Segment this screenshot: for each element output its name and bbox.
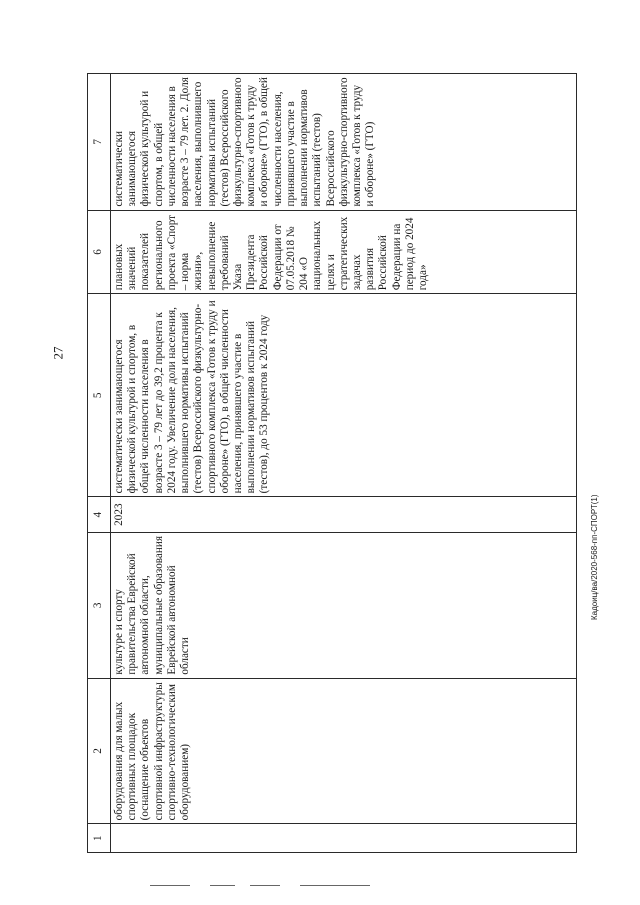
header-col-7: 7 <box>88 74 111 211</box>
table-row <box>111 74 577 853</box>
header-col-6: 6 <box>88 210 111 294</box>
header-col-2: 2 <box>88 678 111 824</box>
cell-col-1 <box>111 824 577 853</box>
header-col-4: 4 <box>88 497 111 533</box>
cell-col-2: оборудования для малых спортивных площадок (оснащение объектов спортивной инфраструктуры спортивно-технологическим оборудованием) <box>111 678 577 824</box>
program-table <box>87 73 577 853</box>
page-number: 27 <box>50 346 66 360</box>
table-header-row <box>88 74 111 853</box>
cell-col-7: систематически занимающегося физической культурой и спортом, в общей численности населения в возрасте 3 – 79 лет. 2. Доля населения, выполнившего нормативы испытаний (тестов) Всероссийского физкультурно-спортивного комплекса «Готов к труду и обороне» (ГТО), в общей численности населения, принявшего участие в выполнении нормативов испытаний (тестов) Всероссийского физкультурно-спортивного комплекса «Готов к труду и обороне» (ГТО) <box>111 74 577 211</box>
header-col-1: 1 <box>88 824 111 853</box>
header-col-5: 5 <box>88 294 111 497</box>
document-code: Кадоиц/ва/2020-568-пп-СПОРТ(1) <box>590 494 599 620</box>
cell-col-6: плановых значений показателей регионального проекта «Спорт – норма жизни», невыполнение требований Указа Президента Российской Федерации от 07.05.2018 № 204 «О национальных целях и стратегических задачах развития Российской Федерации на период до 2024 года» <box>111 210 577 294</box>
scan-artifacts <box>150 885 380 889</box>
cell-col-5: систематически занимающегося физической культурой и спортом, в общей численности населения в возрасте 3 – 79 лет до 39,2 процента к 2024 году. Увеличение доли населения, выполнившего нормативы испытаний (тестов) Всероссийского физкультурно-спортивного комплекса «Готов к труду и обороне» (ГТО), в общей численности населения, принявшего участие в выполнении нормативов испытаний (тестов), до 53 процентов к 2024 году <box>111 294 577 497</box>
program-table-container <box>87 73 577 853</box>
cell-col-4: 2023 <box>111 497 577 533</box>
cell-col-3: культуре и спорту правительства Еврейской автономной области, муниципальные образования Еврейской автономной области <box>111 532 577 678</box>
header-col-3: 3 <box>88 532 111 678</box>
